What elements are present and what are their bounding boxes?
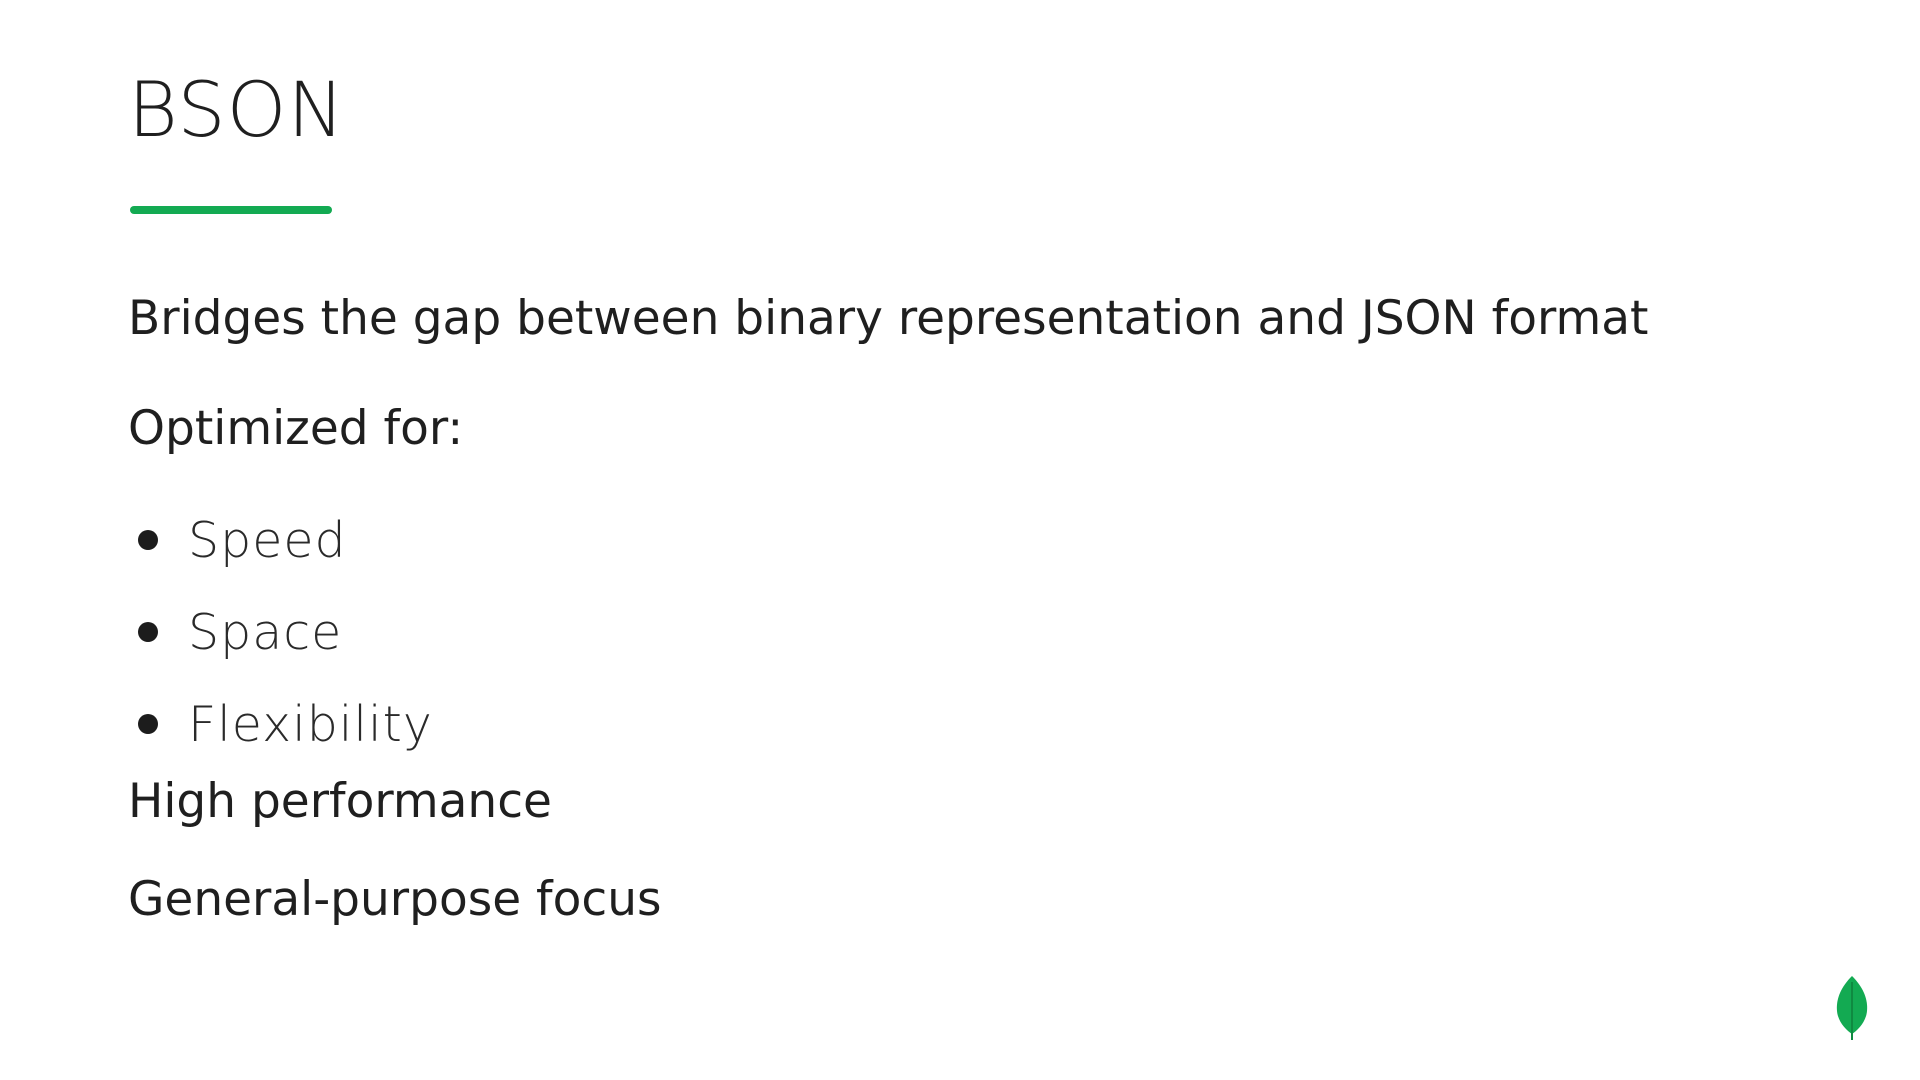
bullet-item-space [128, 586, 433, 678]
optimized-heading: Optimized for: [128, 401, 464, 456]
bullet-item-speed [128, 494, 433, 586]
bullet-text: Space [188, 603, 343, 661]
mongodb-leaf-icon [1834, 974, 1870, 1042]
high-performance-line: High performance [128, 774, 552, 829]
bullet-icon [138, 530, 158, 550]
bullet-icon [138, 622, 158, 642]
intro-line: Bridges the gap between binary representation and JSON format [128, 291, 1649, 346]
bullet-text: Flexibility [188, 695, 433, 753]
bullet-list [128, 494, 433, 770]
bullet-item-flexibility [128, 678, 433, 770]
general-purpose-line: General-purpose focus [128, 872, 662, 927]
title-underline [130, 206, 332, 214]
slide-title: BSON [128, 65, 346, 154]
bullet-icon [138, 714, 158, 734]
bullet-text: Speed [188, 511, 347, 569]
